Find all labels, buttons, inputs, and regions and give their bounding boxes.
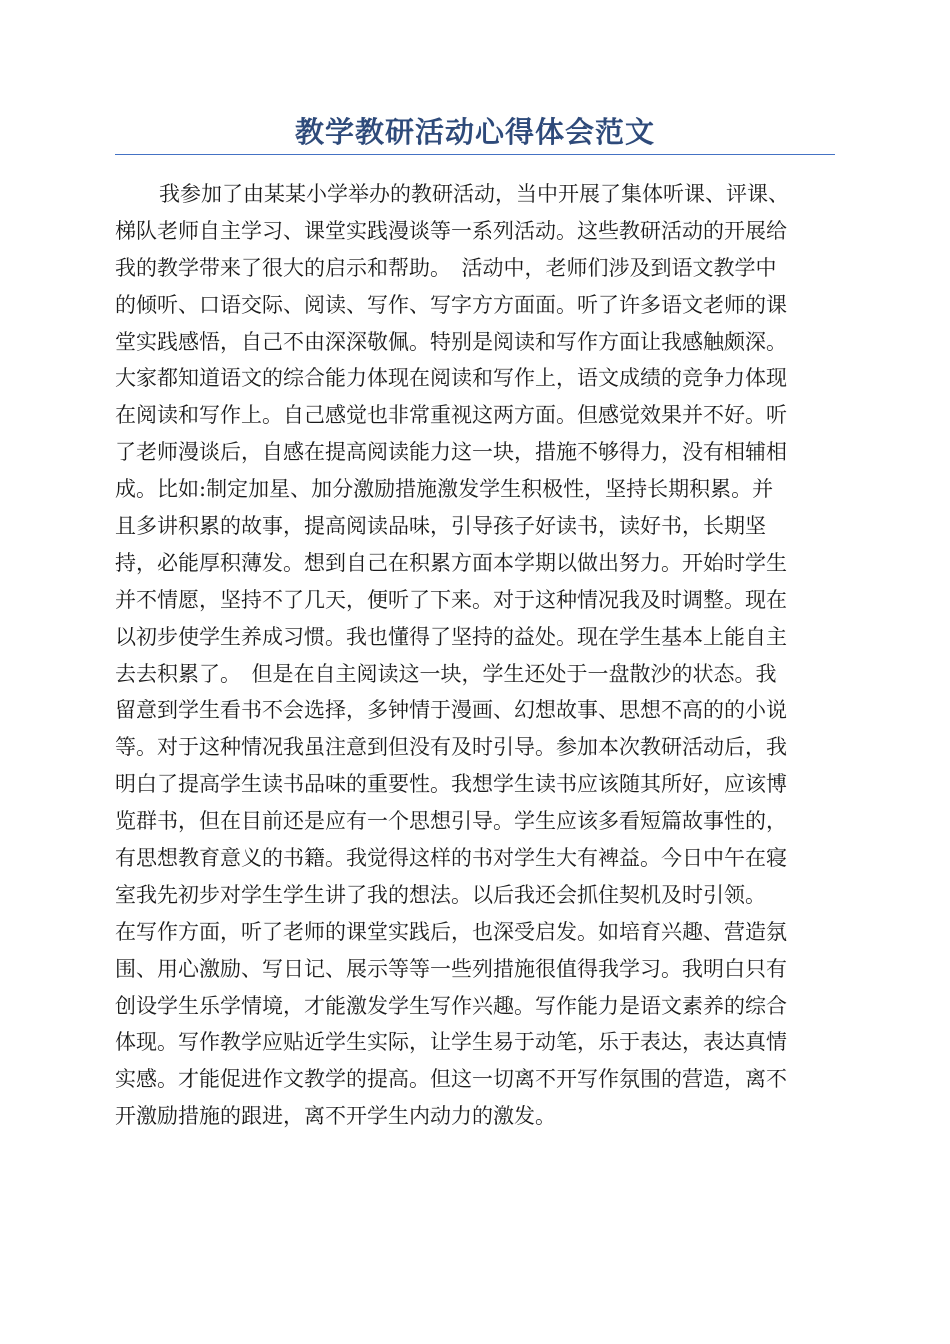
body-line: 创设学生乐学情境，才能激发学生写作兴趣。写作能力是语文素养的综合: [115, 993, 787, 1018]
body-line: 持，必能厚积薄发。想到自己在积累方面本学期以做出努力。开始时学生: [115, 550, 787, 575]
body-line: 览群书，但在目前还是应有一个思想引导。学生应该多看短篇故事性的，: [115, 809, 787, 834]
body-line: 室我先初步对学生学生讲了我的想法。以后我还会抓住契机及时引领。: [115, 882, 766, 907]
body-line: 在写作方面，听了老师的课堂实践后，也深受启发。如培育兴趣、营造氛: [115, 919, 787, 944]
body-line: 去去积累了。 但是在自主阅读这一块，学生还处于一盘散沙的状态。我: [115, 661, 777, 686]
body-line: 以初步使学生养成习惯。我也懂得了坚持的益处。现在学生基本上能自主: [115, 624, 787, 649]
body-line: 我参加了由某某小学举办的教研活动，当中开展了集体听课、评课、: [159, 182, 789, 206]
body-line: 开激励措施的跟进，离不开学生内动力的激发。: [115, 1104, 556, 1129]
body-line: 有思想教育意义的书籍。我觉得这样的书对学生大有裨益。今日中午在寝: [115, 846, 787, 871]
body-line: 在阅读和写作上。自己感觉也非常重视这两方面。但感觉效果并不好。听: [115, 403, 787, 428]
body-line: 堂实践感悟，自己不由深深敬佩。特别是阅读和写作方面让我感触颇深。: [115, 329, 787, 354]
body-line: 实感。才能促进作文教学的提高。但这一切离不开写作氛围的营造，离不: [115, 1067, 787, 1092]
body-line: 成。比如:制定加星、加分激励措施激发学生积极性，坚持长期积累。并: [115, 477, 774, 502]
body-line: 围、用心激励、写日记、展示等等一些列措施很值得我学习。我明白只有: [115, 956, 787, 981]
body-line: 且多讲积累的故事，提高阅读品味，引导孩子好读书，读好书，长期坚: [115, 514, 766, 539]
body-line: 等。对于这种情况我虽注意到但没有及时引导。参加本次教研活动后，我: [115, 735, 787, 760]
document-body: [115, 176, 835, 1135]
body-line: 了老师漫谈后，自感在提高阅读能力这一块，措施不够得力，没有相辅相: [115, 440, 787, 465]
body-line: 留意到学生看书不会选择，多钟情于漫画、幻想故事、思想不高的的小说: [115, 698, 787, 723]
body-line: 梯队老师自主学习、课堂实践漫谈等一系列活动。这些教研活动的开展给: [115, 218, 787, 243]
title-underline: [115, 154, 835, 155]
body-line: 体现。写作教学应贴近学生实际，让学生易于动笔，乐于表达，表达真情: [115, 1030, 787, 1055]
document-title: 教学教研活动心得体会范文: [294, 115, 655, 149]
body-line: 的倾听、口语交际、阅读、写作、写字方方面面。听了许多语文老师的课: [115, 292, 787, 317]
body-line: 明白了提高学生读书品味的重要性。我想学生读书应该随其所好，应该博: [115, 772, 787, 797]
body-line: 大家都知道语文的综合能力体现在阅读和写作上，语文成绩的竞争力体现: [115, 366, 787, 391]
body-line: 并不情愿，坚持不了几天，便听了下来。对于这种情况我及时调整。现在: [115, 587, 787, 612]
body-line: 我的教学带来了很大的启示和帮助。 活动中，老师们涉及到语文教学中: [115, 255, 777, 280]
